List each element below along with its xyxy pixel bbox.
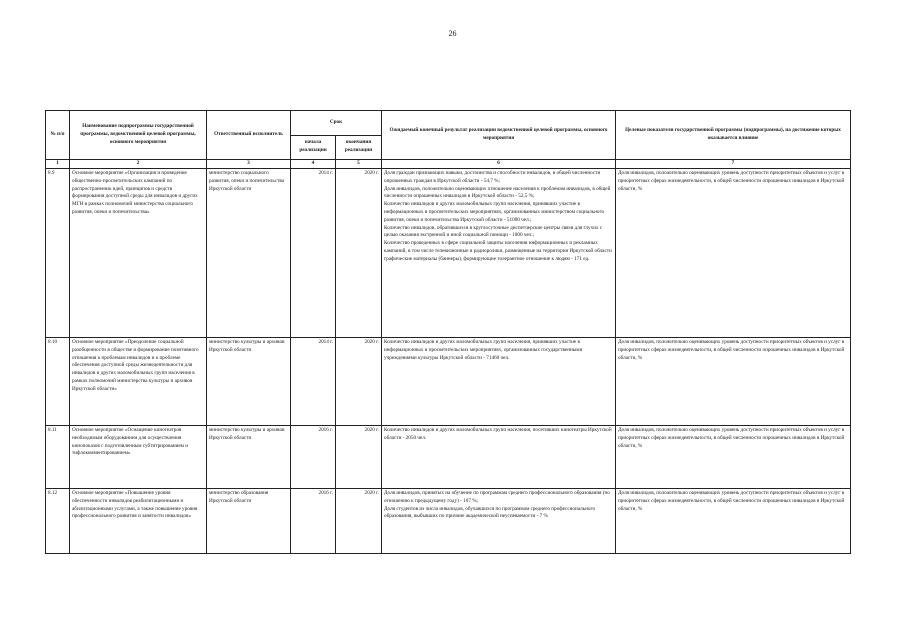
- table-row: [46, 425, 851, 488]
- column-number: 4: [291, 160, 336, 169]
- row-indicators: Доля инвалидов, положительно оценивающих уровень доступности приоритетных объектов и услуг в приоритетных сферах жизнедеятельности, в общей численности опрошенных инвалидов в Иркутской области, %: [616, 425, 851, 488]
- row-executor: министерство социального развития, опеки и попечительства Иркутской области: [207, 168, 291, 337]
- row-name: Основное мероприятие «Преодоление социальной разобщенности в обществе и формирование позитивного отношения к проблемам инвалидов и к проблеме обеспечения доступной среды жизнедеятельности для инвалидов и других маломобильных групп населения в рамках полномочий министерства культуры и архивов Иркутской области»: [70, 337, 207, 425]
- table-row: [46, 488, 851, 553]
- row-number: 8.9: [46, 168, 70, 337]
- result-item: Доля инвалидов, принятых на обучение по программам среднего профессионального образования (по отношению к предыдущему году) - 107 %;: [384, 489, 610, 504]
- row-executor: министерство культуры и архивов Иркутской области: [207, 425, 291, 488]
- header-term: Срок: [291, 111, 382, 136]
- header-term-end: окончания реализации: [336, 135, 382, 160]
- row-executor: министерство культуры и архивов Иркутской области: [207, 337, 291, 425]
- row-start: 2016 г.: [291, 488, 336, 553]
- table-row: [46, 337, 851, 425]
- column-numbers-row: [46, 160, 851, 169]
- result-item: Количество инвалидов и других маломобильных групп населения, принявших участие в информационных и просветительских мероприятиях, организованных министерством социального развития, опеки и попечительства Иркутской области - 51000 чел.;: [384, 201, 605, 223]
- result-item: Доля граждан признающих навыки, достоинства и способности инвалидов, в общей численности опрошенных граждан в Иркутской области - 54,7 %;: [384, 169, 601, 184]
- page-number: 26: [448, 29, 457, 38]
- header-result: Ожидаемый конечный результат реализации ведомственной целевой программы, основного мероприятия: [382, 111, 616, 160]
- column-number: 3: [207, 160, 291, 169]
- result-item: Количество инвалидов и других маломобильных групп населения, посетивших кинотеатры Иркутской области - 2050 чел.: [384, 426, 612, 441]
- header-executor: Ответственный исполнитель: [207, 111, 291, 160]
- row-name: Основное мероприятие «Организация и проведение общественно-просветительских кампаний по распространению идей, принципов и средств формирования доступной среды для инвалидов и других МГН в рамках полномочий министерства социального развития, опеки и попечительства»: [70, 168, 207, 337]
- header-row: [46, 111, 851, 136]
- column-number: 5: [336, 160, 382, 169]
- column-number: 7: [616, 160, 851, 169]
- row-start: 2014 г.: [291, 168, 336, 337]
- row-results: [382, 425, 616, 488]
- table-row: [46, 168, 851, 337]
- header-indicators: Целевые показатели государственной программы (подпрограммы), на достижение которых оказывается влияние: [616, 111, 851, 160]
- result-item: Количество инвалидов и других маломобильных групп населения, принявших участие в информационных и просветительских мероприятиях, организованных государственными учреждениями культуры Иркутской области - 71460 чел.: [384, 338, 583, 361]
- row-number: 8.10: [46, 337, 70, 425]
- row-results: [382, 488, 616, 553]
- row-start: 2014 г.: [291, 337, 336, 425]
- row-end: 2020 г.: [336, 168, 382, 337]
- header-num: № п/п: [46, 111, 70, 160]
- column-number: 6: [382, 160, 616, 169]
- row-executor: министерство образования Иркутской области: [207, 488, 291, 553]
- result-item: Доля инвалидов, положительно оценивающих отношение населения к проблемам инвалидов, в общей численности опрошенных инвалидов в Иркутской области - 52,5 %;: [384, 185, 611, 200]
- row-number: 8.12: [46, 488, 70, 553]
- row-name: Основное мероприятие «Оснащение кинотеатров необходимым оборудованием для осуществления кинопоказов с подготовленным субтитрированием и тифлокомментированием»: [70, 425, 207, 488]
- row-results: [382, 168, 616, 337]
- row-start: 2016 г.: [291, 425, 336, 488]
- row-end: 2020 г.: [336, 488, 382, 553]
- row-indicators: Доля инвалидов, положительно оценивающих уровень доступности приоритетных объектов и услуг в приоритетных сферах жизнедеятельности, в общей численности опрошенных инвалидов в Иркутской области, %: [616, 168, 851, 337]
- result-item: Количество проведенных в сфере социальной защиты населения информационных и рекламных кампаний, в том числе телевизионные и радиоролики, размещенные на территории Иркутской области графические материалы (баннеры), формирующие толерантное отношение к людям - 171 ед.: [384, 240, 612, 262]
- row-results: [382, 337, 616, 425]
- row-indicators: Доля инвалидов, положительно оценивающих уровень доступности приоритетных объектов и услуг в приоритетных сферах жизнедеятельности, в общей численности опрошенных инвалидов в Иркутской области, %: [616, 488, 851, 553]
- column-number: 1: [46, 160, 70, 169]
- row-name: Основное мероприятие «Повышение уровня обеспеченности инвалидов реабилитационными и абилитационными услугами, а также повышение уровня профессионального развития и занятости инвалидов»: [70, 488, 207, 553]
- program-table: [45, 110, 851, 554]
- result-item: Количество инвалидов, обратившихся в круглосуточные диспетчерские центры связи для глухих с целью оказания экстренной и иной социальной помощи - 1800 чел.;: [384, 224, 603, 239]
- row-number: 8.11: [46, 425, 70, 488]
- result-item: Доля студентов из числа инвалидов, обучавшихся по программам среднего профессионального образования, выбывших по причине академической неуспеваемости - 7 %: [384, 505, 596, 520]
- row-indicators: Доля инвалидов, положительно оценивающих уровень доступности приоритетных объектов и услуг в приоритетных сферах жизнедеятельности, в общей численности опрошенных инвалидов в Иркутской области, %: [616, 337, 851, 425]
- header-term-start: начала реализации: [291, 135, 336, 160]
- header-name: Наименование подпрограммы государственной программы, ведомственной целевой программы, основного мероприятия: [70, 111, 207, 160]
- row-end: 2020 г.: [336, 425, 382, 488]
- column-number: 2: [70, 160, 207, 169]
- row-end: 2020 г.: [336, 337, 382, 425]
